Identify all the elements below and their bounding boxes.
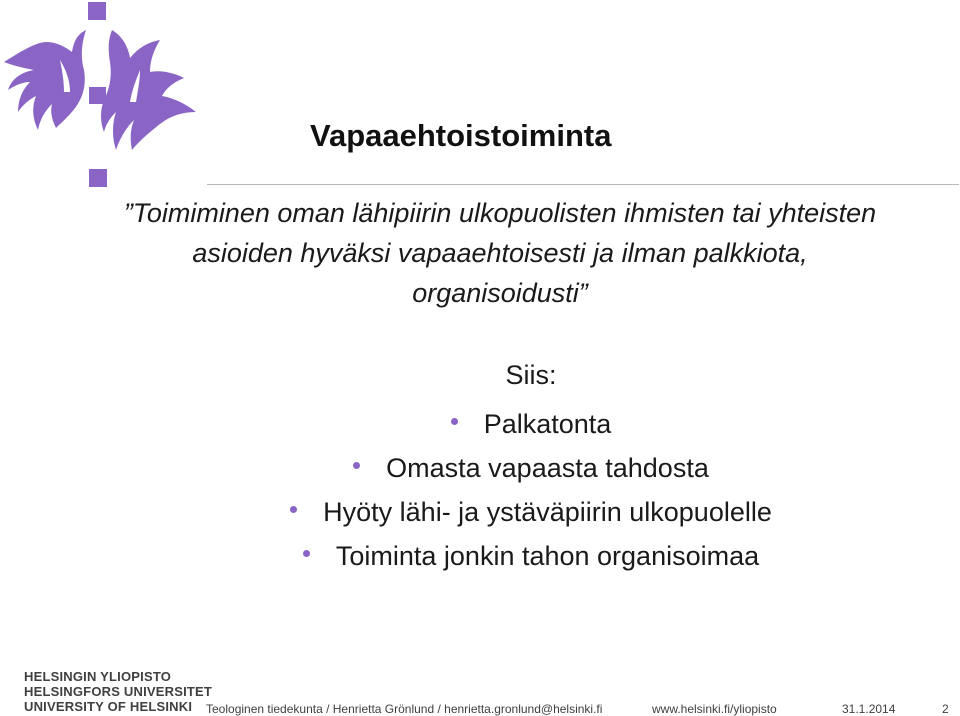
bullet-dot-icon — [290, 506, 297, 513]
bullet-item — [0, 402, 960, 446]
bullet-text: Palkatonta — [483, 409, 612, 439]
bullet-text: Toiminta jonkin tahon organisoimaa — [335, 541, 760, 571]
slide-title: Vapaaehtoistoiminta — [310, 118, 612, 153]
university-name-en: UNIVERSITY OF HELSINKI — [24, 699, 193, 714]
bullet-dot-icon — [303, 550, 310, 557]
bullet-dot-icon — [353, 462, 360, 469]
university-logo-icon — [0, 0, 200, 192]
footer-date: 31.1.2014 — [842, 702, 896, 716]
university-name-sv: HELSINGFORS UNIVERSITET — [24, 684, 213, 699]
quote-line: ”Toimiminen oman lähipiirin ulkopuolisten ihmisten tai yhteisten — [123, 198, 877, 228]
title-divider — [207, 184, 959, 185]
bullet-text: Omasta vapaasta tahdosta — [386, 453, 709, 483]
bullet-item — [0, 534, 960, 578]
page-number: 2 — [942, 702, 949, 716]
quote-line: organisoidusti” — [412, 278, 588, 308]
bullet-item — [0, 490, 960, 534]
footer-url[interactable]: www.helsinki.fi/yliopisto — [652, 702, 777, 716]
quote-line: asioiden hyväksi vapaaehtoisesti ja ilman palkkiota, — [192, 238, 808, 268]
bullet-text: Hyöty lähi- ja ystäväpiirin ulkopuolelle — [323, 497, 772, 527]
footer-author: Teologinen tiedekunta / Henrietta Grönlund / henrietta.gronlund@helsinki.fi — [206, 702, 603, 716]
bullet-list — [0, 402, 960, 578]
bullet-dot-icon — [451, 418, 458, 425]
university-wordmark — [24, 669, 212, 714]
intro-label: Siis: — [505, 360, 557, 390]
definition-quote — [40, 193, 960, 313]
university-name-fi: HELSINGIN YLIOPISTO — [24, 669, 172, 684]
bullet-item — [0, 446, 960, 490]
